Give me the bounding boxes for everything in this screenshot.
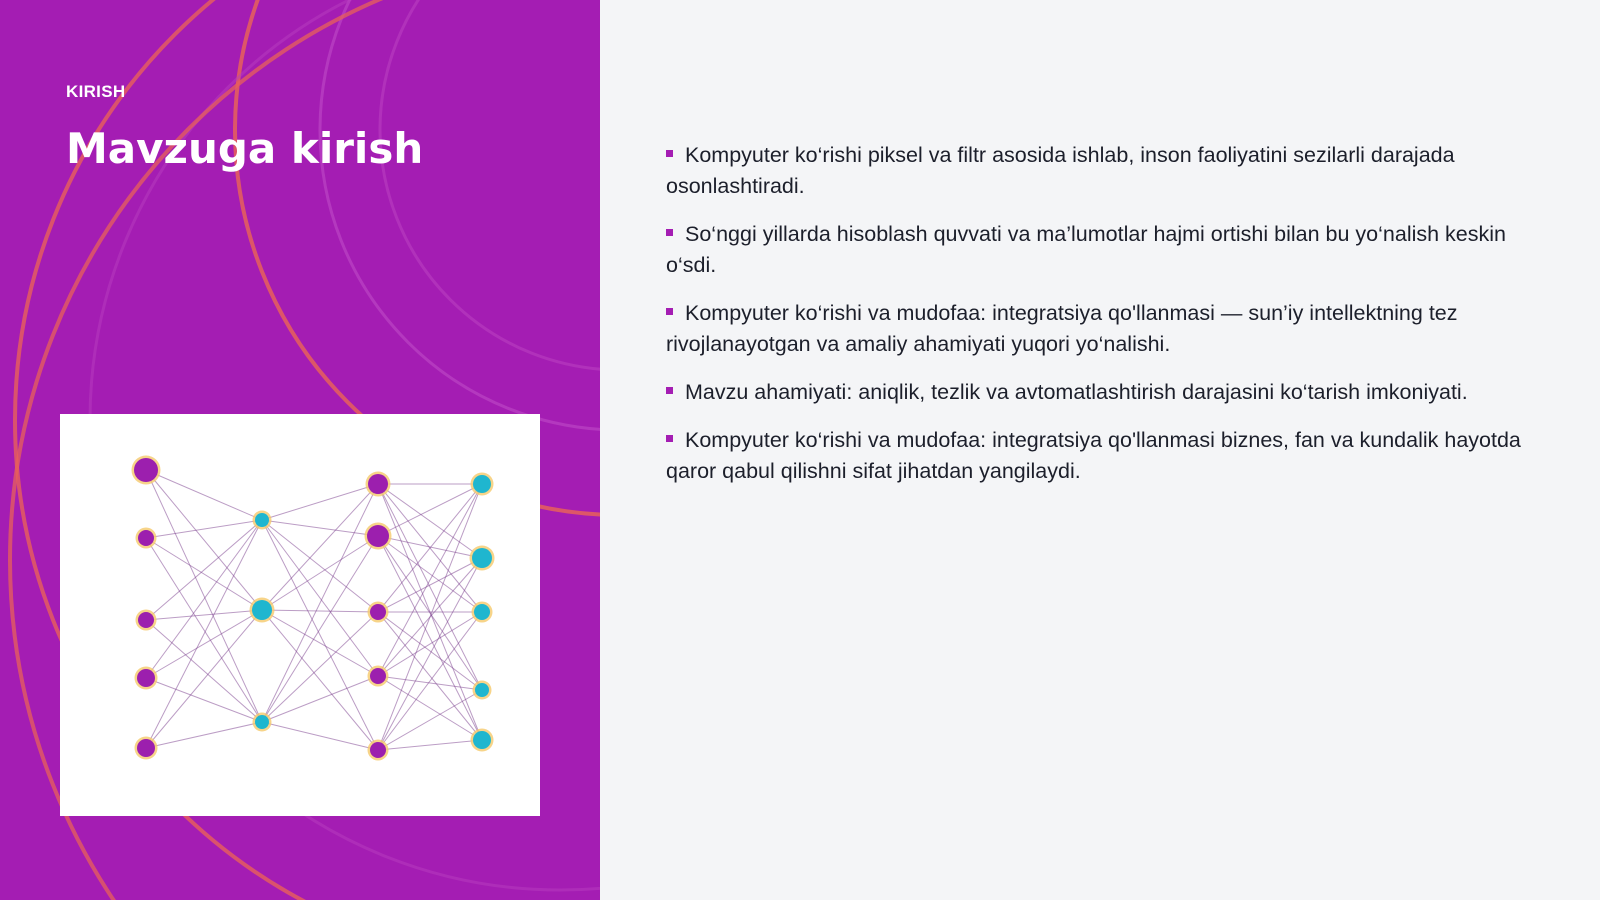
network-node [134, 458, 158, 482]
network-edge [378, 676, 482, 740]
neural-network-image [60, 414, 540, 816]
network-node [370, 742, 386, 758]
neural-network-diagram-icon [60, 414, 540, 816]
network-node [472, 548, 492, 568]
bullet-item [666, 377, 1536, 408]
network-edge [146, 620, 262, 722]
network-edge [378, 484, 482, 536]
network-edge [262, 610, 378, 750]
network-node [367, 525, 389, 547]
network-node [473, 475, 491, 493]
network-edge [146, 610, 262, 620]
network-node [252, 600, 272, 620]
bullet-text: Mavzu ahamiyati: aniqlik, tezlik va avtomatlashtirish darajasini ko‘tarish imkoniyati. [685, 380, 1468, 404]
network-edge [262, 610, 378, 676]
network-node [474, 604, 490, 620]
network-node [137, 739, 155, 757]
network-node [137, 669, 155, 687]
bullet-marker-icon [666, 229, 673, 236]
network-node [138, 530, 154, 546]
bullet-marker-icon [666, 387, 673, 394]
network-node [475, 683, 489, 697]
network-node [255, 715, 269, 729]
left-panel [0, 0, 600, 900]
bullet-marker-icon [666, 435, 673, 442]
network-edge [146, 470, 262, 520]
bullet-list [666, 140, 1536, 504]
network-edge [146, 470, 262, 610]
network-edge [146, 722, 262, 748]
bullet-item [666, 140, 1536, 202]
bullet-marker-icon [666, 150, 673, 157]
network-node [138, 612, 154, 628]
bullet-text: Kompyuter ko‘rishi va mudofaa: integratsiya qo'llanmasi — sun’iy intellektning tez rivojlanayotgan va amaliy ahamiyati yuqori yo‘nalishi. [666, 301, 1458, 356]
network-node [255, 513, 269, 527]
bullet-text: Kompyuter ko‘rishi piksel va filtr asosida ishlab, inson faoliyatini sezilarli darajada osonlashtiradi. [666, 143, 1455, 198]
bullet-item [666, 219, 1536, 281]
network-edge [378, 484, 482, 676]
slide-title: Mavzuga kirish [66, 124, 424, 173]
bullet-text: Kompyuter ko‘rishi va mudofaa: integratsiya qo'llanmasi biznes, fan va kundalik hayotda qaror qabul qilishni sifat jihatdan yangilaydi. [666, 428, 1521, 483]
network-edge [262, 484, 378, 520]
network-edge [146, 520, 262, 748]
bullet-text: So‘nggi yillarda hisoblash quvvati va ma’lumotlar hajmi ortishi bilan bu yo‘nalish keskin o‘sdi. [666, 222, 1506, 277]
network-edge [262, 610, 378, 612]
network-node [368, 474, 388, 494]
network-edge [262, 484, 378, 722]
section-eyebrow: KIRISH [66, 82, 126, 101]
bullet-item [666, 425, 1536, 487]
network-node [370, 604, 386, 620]
network-node [473, 731, 491, 749]
network-node [370, 668, 386, 684]
bullet-item [666, 298, 1536, 360]
right-panel [600, 0, 1600, 900]
bullet-marker-icon [666, 308, 673, 315]
network-edge [262, 722, 378, 750]
network-edge [378, 612, 482, 750]
network-edge [146, 610, 262, 678]
